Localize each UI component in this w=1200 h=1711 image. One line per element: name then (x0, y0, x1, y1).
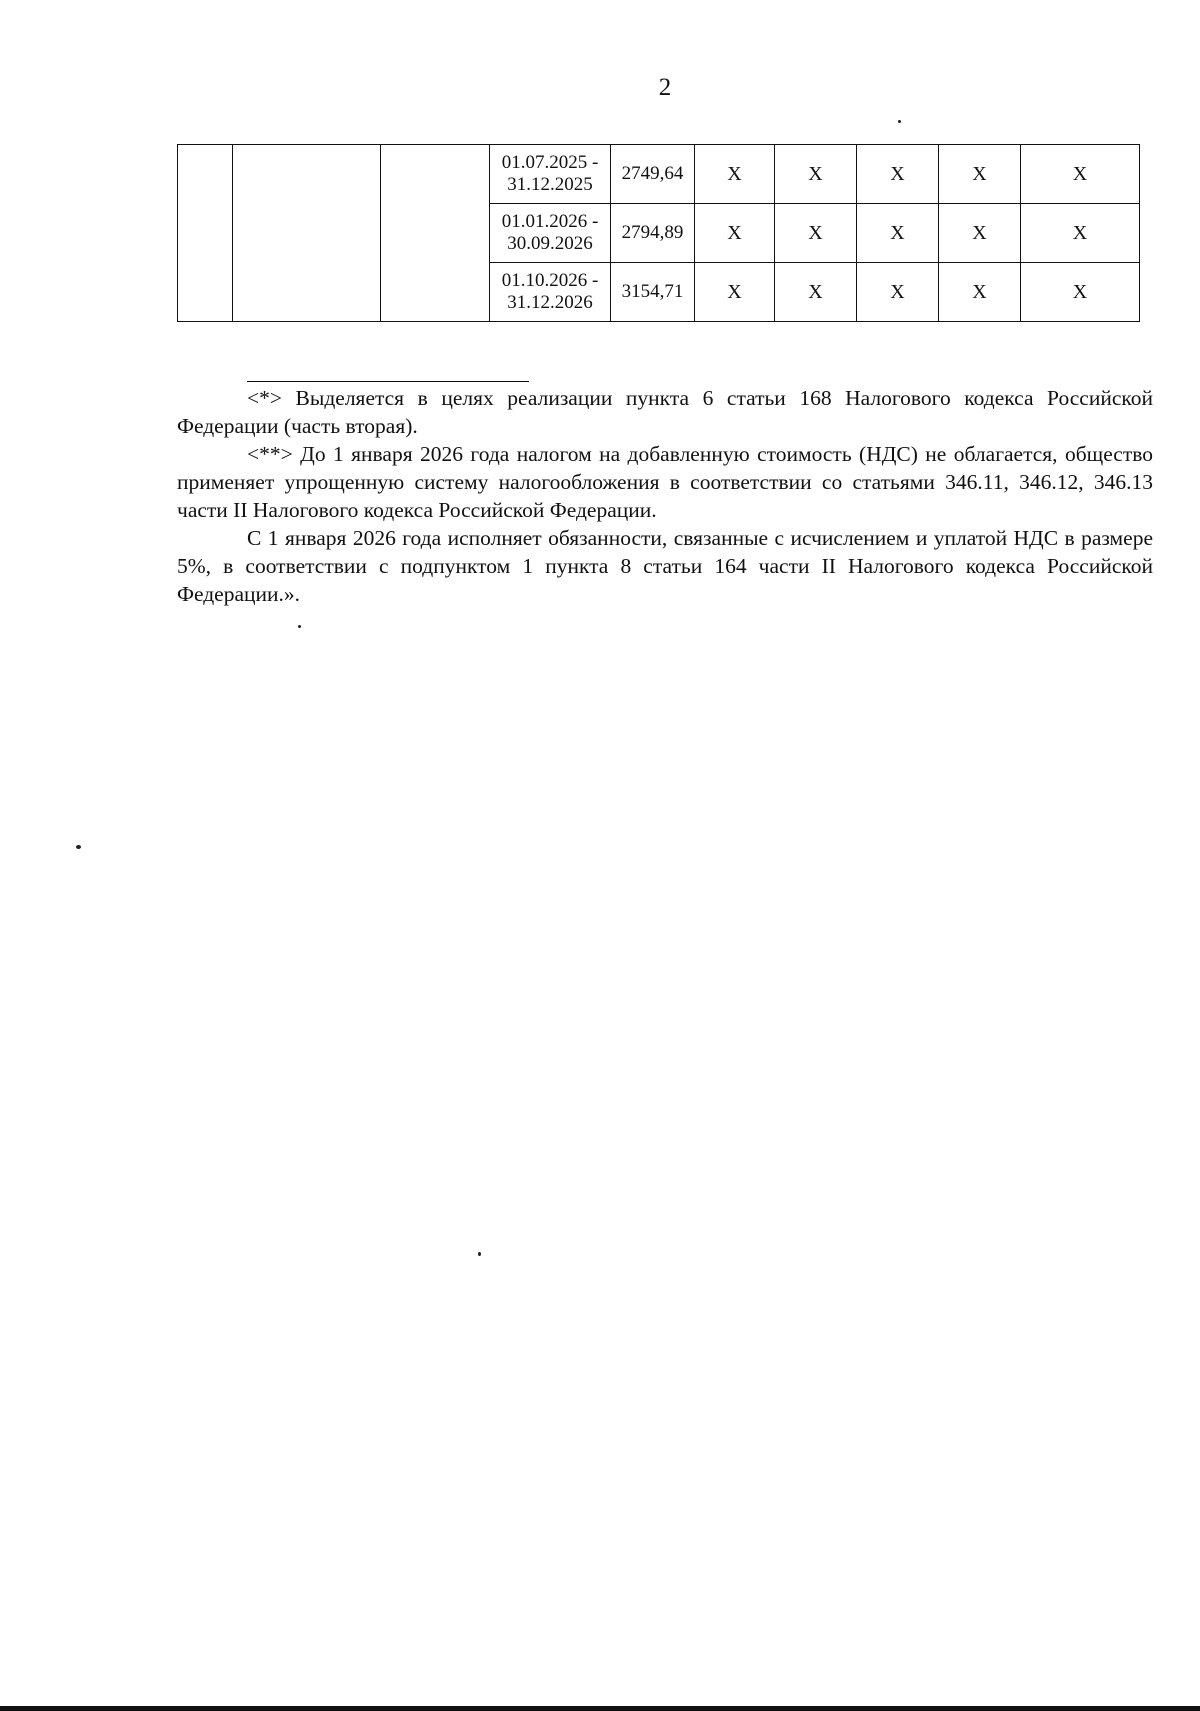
table-row (178, 145, 1140, 204)
mark-cell: X (857, 204, 939, 263)
table-cell-empty (178, 145, 233, 322)
mark-cell: X (1021, 263, 1140, 322)
period-cell (490, 204, 611, 263)
footnote-3: С 1 января 2026 года исполняет обязанности, связанные с исчислением и уплатой НДС в размере 5%, в соответствии с подпунктом 1 пункта 8 статьи 164 части II Налогового кодекса Российской Федерации.». (177, 526, 1153, 606)
footnotes (177, 384, 1153, 608)
tariff-table (177, 144, 1140, 322)
period-end: 30.09.2026 (507, 233, 593, 254)
scan-speck (478, 1252, 481, 1256)
period-cell (490, 263, 611, 322)
mark-cell: X (939, 263, 1021, 322)
scan-speck (898, 120, 901, 123)
rate-cell: 2794,89 (611, 204, 695, 263)
mark-cell: X (775, 145, 857, 204)
footnote-2: <**> До 1 января 2026 года налогом на добавленную стоимость (НДС) не облагается, общество применяет упрощенную систему налогообложения в соответствии со статьями 346.11, 346.12, 346.13 части II Налогового кодекса Российской Федерации. (177, 442, 1153, 522)
mark-cell: X (1021, 204, 1140, 263)
table-cell-empty (381, 145, 490, 322)
period-start: 01.01.2026 - (501, 211, 599, 232)
period-start: 01.10.2026 - (501, 270, 599, 291)
mark-cell: X (939, 204, 1021, 263)
mark-cell: X (695, 263, 775, 322)
table-cell-empty (233, 145, 381, 322)
mark-cell: X (775, 263, 857, 322)
scan-speck (298, 625, 301, 628)
period-end: 31.12.2026 (507, 292, 593, 313)
mark-cell: X (695, 204, 775, 263)
mark-cell: X (1021, 145, 1140, 204)
mark-cell: X (775, 204, 857, 263)
mark-cell: X (857, 263, 939, 322)
mark-cell: X (857, 145, 939, 204)
scan-speck (76, 845, 81, 849)
period-start: 01.07.2025 - (501, 152, 599, 173)
page-number: 2 (658, 74, 672, 101)
period-end: 31.12.2025 (507, 174, 593, 195)
mark-cell: X (939, 145, 1021, 204)
mark-cell: X (695, 145, 775, 204)
footnote-separator (247, 381, 529, 382)
footnote-1: <*> Выделяется в целях реализации пункта 6 статьи 168 Налогового кодекса Российской Федерации (часть вторая). (177, 386, 1153, 438)
rate-cell: 3154,71 (611, 263, 695, 322)
period-cell (490, 145, 611, 204)
rate-cell: 2749,64 (611, 145, 695, 204)
scan-edge (0, 1706, 1200, 1711)
